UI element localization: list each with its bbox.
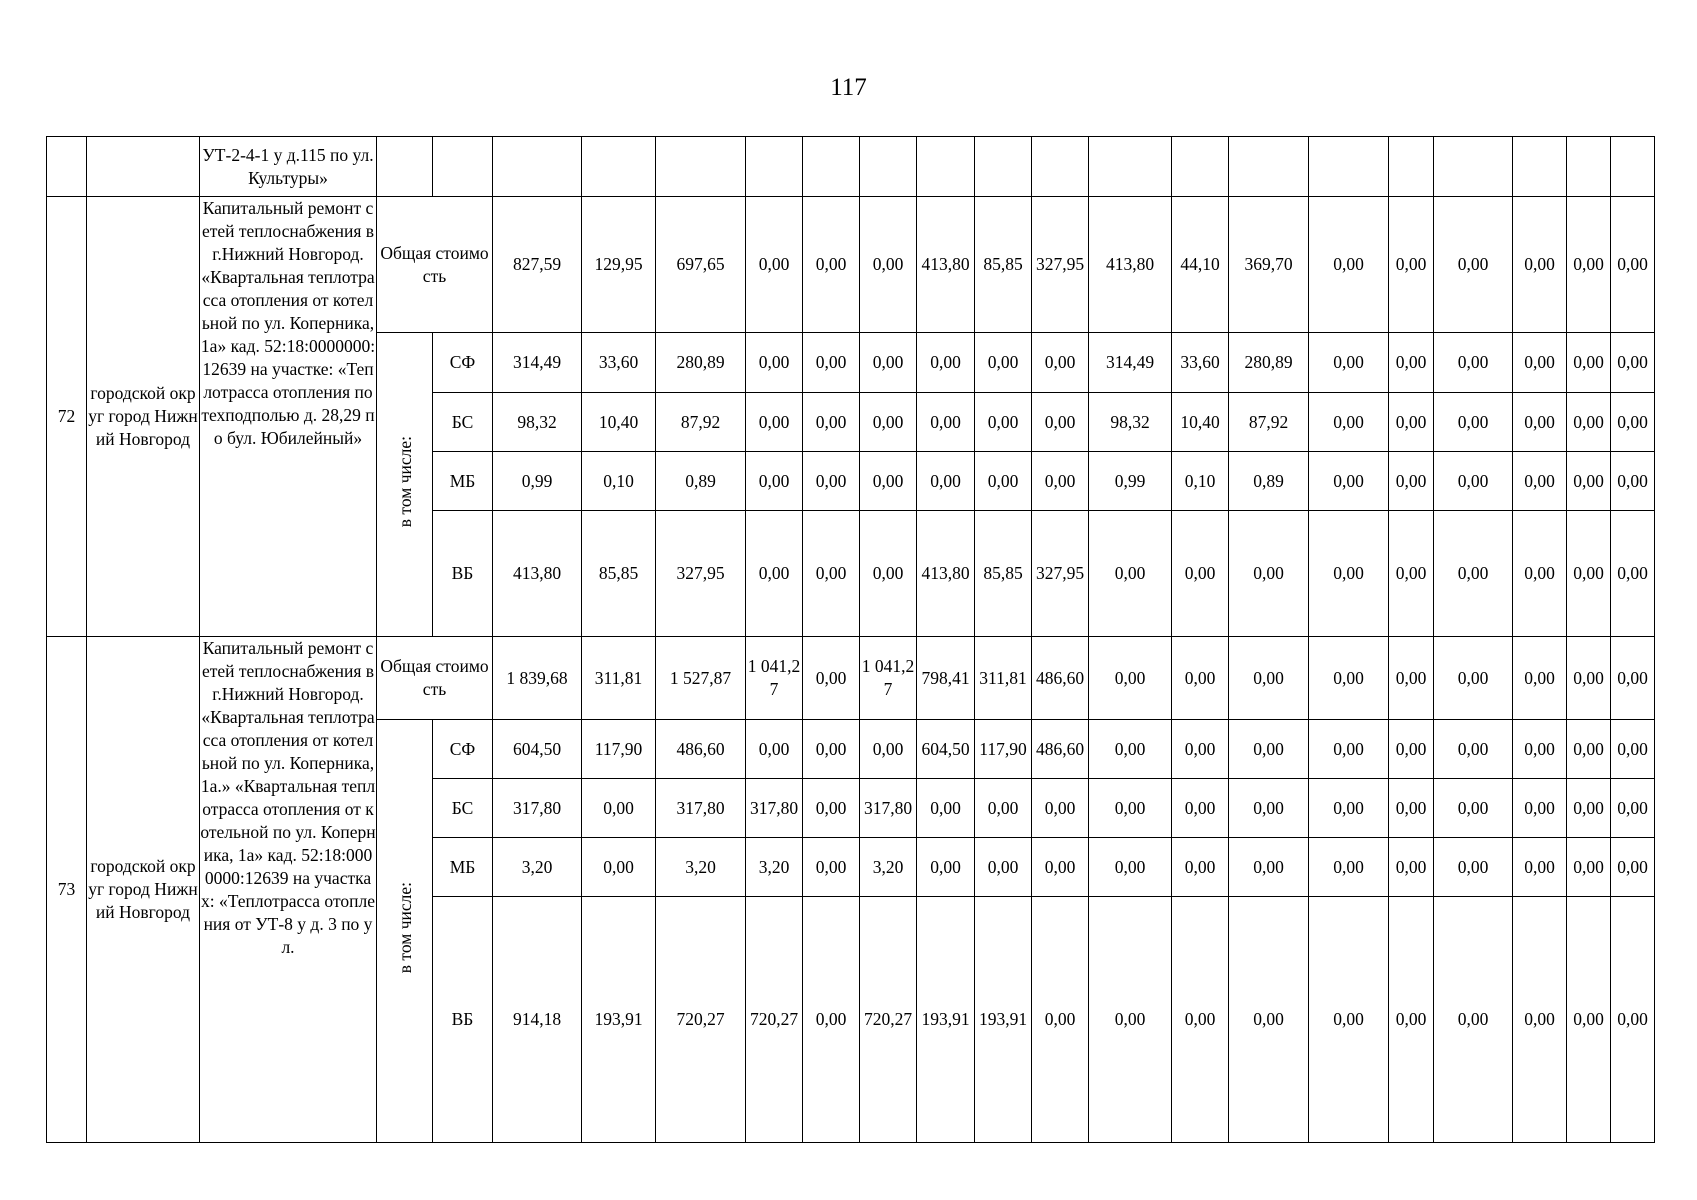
value-cell: 117,90 (582, 720, 656, 779)
value-cell: 0,99 (1089, 452, 1172, 511)
cell (746, 137, 803, 197)
value-cell: 914,18 (493, 897, 582, 1143)
value-cell: 0,00 (1032, 897, 1089, 1143)
value-cell: 317,80 (746, 779, 803, 838)
value-cell: 0,00 (1513, 779, 1567, 838)
value-cell: 413,80 (493, 511, 582, 637)
value-cell: 0,00 (1611, 637, 1655, 720)
value-cell: 0,00 (975, 838, 1032, 897)
cell (1513, 137, 1567, 197)
value-cell: 0,00 (860, 333, 917, 393)
value-cell: 0,00 (1172, 511, 1229, 637)
value-cell: 98,32 (493, 393, 582, 452)
value-cell: 0,10 (582, 452, 656, 511)
total-cost-label: Общая стоимость (377, 637, 493, 720)
value-cell: 0,00 (1434, 333, 1513, 393)
value-cell: 0,00 (1089, 838, 1172, 897)
value-cell: 0,00 (1089, 511, 1172, 637)
value-cell: 0,00 (803, 197, 860, 333)
value-cell: 311,81 (582, 637, 656, 720)
value-cell: 0,00 (1567, 637, 1611, 720)
value-cell: 604,50 (917, 720, 975, 779)
value-cell: 0,00 (1567, 452, 1611, 511)
including-label-text: в том числе: (394, 882, 415, 974)
value-cell: 720,27 (656, 897, 746, 1143)
value-cell: 0,00 (1229, 779, 1309, 838)
value-cell: 0,00 (1089, 897, 1172, 1143)
cell (1434, 137, 1513, 197)
funding-source: ВБ (433, 511, 493, 637)
cell (377, 137, 433, 197)
value-cell: 1 041,27 (746, 637, 803, 720)
value-cell: 0,00 (746, 511, 803, 637)
value-cell: 0,00 (1434, 779, 1513, 838)
cell (656, 137, 746, 197)
value-cell: 0,00 (1611, 720, 1655, 779)
value-cell: 0,10 (1172, 452, 1229, 511)
value-cell: 0,00 (1172, 779, 1229, 838)
value-cell: 10,40 (1172, 393, 1229, 452)
cell (917, 137, 975, 197)
value-cell: 0,00 (1389, 838, 1434, 897)
value-cell: 0,00 (1434, 897, 1513, 1143)
value-cell: 85,85 (582, 511, 656, 637)
value-cell: 0,00 (1389, 637, 1434, 720)
value-cell: 0,00 (803, 452, 860, 511)
value-cell: 798,41 (917, 637, 975, 720)
value-cell: 0,00 (1309, 511, 1389, 637)
value-cell: 0,00 (1389, 897, 1434, 1143)
cell (1611, 137, 1655, 197)
value-cell: 0,00 (1389, 511, 1434, 637)
value-cell: 0,00 (1434, 393, 1513, 452)
value-cell: 827,59 (493, 197, 582, 333)
cell (582, 137, 656, 197)
total-cost-label: Общая стоимость (377, 197, 493, 333)
municipality: городской округ город Нижний Новгород (87, 197, 200, 637)
value-cell: 0,00 (803, 333, 860, 393)
value-cell: 0,00 (860, 197, 917, 333)
value-cell: 720,27 (860, 897, 917, 1143)
value-cell: 0,00 (803, 393, 860, 452)
value-cell: 697,65 (656, 197, 746, 333)
cell (87, 137, 200, 197)
value-cell: 0,00 (975, 333, 1032, 393)
value-cell: 314,49 (1089, 333, 1172, 393)
value-cell: 0,00 (1309, 333, 1389, 393)
funding-source: СФ (433, 720, 493, 779)
value-cell: 0,00 (1172, 637, 1229, 720)
value-cell: 314,49 (493, 333, 582, 393)
value-cell: 0,00 (1513, 197, 1567, 333)
value-cell: 0,00 (1611, 779, 1655, 838)
value-cell: 0,00 (1309, 452, 1389, 511)
record-total-row (47, 197, 1655, 333)
record-number: 72 (47, 197, 87, 637)
value-cell: 0,00 (1172, 897, 1229, 1143)
value-cell: 193,91 (582, 897, 656, 1143)
value-cell: 0,00 (746, 197, 803, 333)
value-cell: 0,00 (1611, 838, 1655, 897)
funding-source: ВБ (433, 897, 493, 1143)
value-cell: 317,80 (493, 779, 582, 838)
municipality: городской округ город Нижний Новгород (87, 637, 200, 1143)
continued-row (47, 137, 1655, 197)
cell (1032, 137, 1089, 197)
value-cell: 193,91 (975, 897, 1032, 1143)
value-cell: 33,60 (582, 333, 656, 393)
value-cell: 0,00 (1513, 838, 1567, 897)
value-cell: 0,00 (1309, 838, 1389, 897)
value-cell: 0,00 (1513, 897, 1567, 1143)
value-cell: 3,20 (860, 838, 917, 897)
value-cell: 0,00 (746, 333, 803, 393)
value-cell: 0,00 (1172, 720, 1229, 779)
value-cell: 0,00 (975, 452, 1032, 511)
value-cell: 0,00 (1389, 333, 1434, 393)
value-cell: 85,85 (975, 197, 1032, 333)
value-cell: 33,60 (1172, 333, 1229, 393)
value-cell: 413,80 (1089, 197, 1172, 333)
value-cell: 0,00 (917, 393, 975, 452)
value-cell: 0,00 (1309, 897, 1389, 1143)
value-cell: 327,95 (1032, 197, 1089, 333)
record-number: 73 (47, 637, 87, 1143)
value-cell: 0,00 (1567, 897, 1611, 1143)
cell (1389, 137, 1434, 197)
value-cell: 0,00 (1309, 197, 1389, 333)
cell (1089, 137, 1172, 197)
cell (47, 137, 87, 197)
object-name-tail: УТ-2-4-1 у д.115 по ул. Культуры» (200, 137, 377, 197)
value-cell: 0,00 (582, 779, 656, 838)
value-cell: 0,00 (1229, 511, 1309, 637)
value-cell: 0,00 (917, 333, 975, 393)
value-cell: 0,00 (1567, 779, 1611, 838)
value-cell: 0,00 (1567, 393, 1611, 452)
value-cell: 280,89 (1229, 333, 1309, 393)
value-cell: 413,80 (917, 511, 975, 637)
value-cell: 87,92 (656, 393, 746, 452)
value-cell: 0,00 (917, 779, 975, 838)
value-cell: 0,00 (1089, 637, 1172, 720)
value-cell: 0,00 (1032, 452, 1089, 511)
value-cell: 0,00 (1513, 720, 1567, 779)
value-cell: 193,91 (917, 897, 975, 1143)
object-name: Капитальный ремонт сетей теплоснабжения в г.Нижний Новгород. «Квартальная теплотрасса отопления от котельной по ул. Коперника, 1а» кад. 52:18:0000000:12639 на участке: «Теплотрасса отопления по техподполью д. 28,29 по бул. Юбилейный» (200, 197, 377, 637)
funding-source: БС (433, 779, 493, 838)
value-cell: 0,00 (1513, 637, 1567, 720)
value-cell: 0,00 (1172, 838, 1229, 897)
value-cell: 0,00 (1434, 838, 1513, 897)
funding-source: МБ (433, 838, 493, 897)
including-label-text: в том числе: (394, 435, 415, 528)
value-cell: 85,85 (975, 511, 1032, 637)
value-cell: 0,00 (582, 838, 656, 897)
value-cell: 1 041,27 (860, 637, 917, 720)
value-cell: 0,00 (1513, 511, 1567, 637)
value-cell: 87,92 (1229, 393, 1309, 452)
value-cell: 317,80 (656, 779, 746, 838)
value-cell: 0,00 (1309, 393, 1389, 452)
value-cell: 0,00 (1389, 452, 1434, 511)
value-cell: 3,20 (493, 838, 582, 897)
value-cell: 0,00 (1434, 511, 1513, 637)
value-cell: 0,00 (1611, 897, 1655, 1143)
value-cell: 0,00 (917, 838, 975, 897)
cell (493, 137, 582, 197)
value-cell: 129,95 (582, 197, 656, 333)
value-cell: 0,00 (1389, 393, 1434, 452)
including-label (377, 333, 433, 637)
value-cell: 0,89 (656, 452, 746, 511)
value-cell: 10,40 (582, 393, 656, 452)
value-cell: 486,60 (656, 720, 746, 779)
value-cell: 0,00 (1229, 720, 1309, 779)
value-cell: 0,00 (975, 393, 1032, 452)
value-cell: 117,90 (975, 720, 1032, 779)
value-cell: 0,00 (1567, 511, 1611, 637)
value-cell: 0,00 (1567, 197, 1611, 333)
value-cell: 0,99 (493, 452, 582, 511)
value-cell: 0,00 (1089, 720, 1172, 779)
value-cell: 486,60 (1032, 637, 1089, 720)
funding-source: СФ (433, 333, 493, 393)
value-cell: 0,00 (1229, 897, 1309, 1143)
value-cell: 0,00 (1309, 779, 1389, 838)
value-cell: 0,00 (1032, 333, 1089, 393)
value-cell: 0,00 (1513, 452, 1567, 511)
value-cell: 0,00 (746, 452, 803, 511)
value-cell: 720,27 (746, 897, 803, 1143)
value-cell: 0,00 (1611, 333, 1655, 393)
value-cell: 0,00 (1611, 511, 1655, 637)
value-cell: 1 839,68 (493, 637, 582, 720)
value-cell: 0,00 (1434, 452, 1513, 511)
cell (433, 137, 493, 197)
value-cell: 1 527,87 (656, 637, 746, 720)
value-cell: 0,00 (1513, 333, 1567, 393)
funding-source: БС (433, 393, 493, 452)
value-cell: 317,80 (860, 779, 917, 838)
value-cell: 0,00 (803, 637, 860, 720)
cell (1567, 137, 1611, 197)
cell (1309, 137, 1389, 197)
value-cell: 0,00 (1229, 637, 1309, 720)
value-cell: 3,20 (746, 838, 803, 897)
including-label (377, 720, 433, 1143)
value-cell: 0,00 (860, 393, 917, 452)
value-cell: 0,00 (917, 452, 975, 511)
value-cell: 0,00 (803, 779, 860, 838)
value-cell: 0,00 (1611, 393, 1655, 452)
value-cell: 486,60 (1032, 720, 1089, 779)
value-cell: 311,81 (975, 637, 1032, 720)
value-cell: 604,50 (493, 720, 582, 779)
value-cell: 98,32 (1089, 393, 1172, 452)
page-number: 117 (830, 74, 867, 101)
value-cell: 0,00 (1032, 838, 1089, 897)
value-cell: 0,00 (860, 452, 917, 511)
budget-table (46, 136, 1655, 1143)
value-cell: 0,00 (975, 779, 1032, 838)
value-cell: 0,89 (1229, 452, 1309, 511)
cell (975, 137, 1032, 197)
value-cell: 44,10 (1172, 197, 1229, 333)
value-cell: 0,00 (1513, 393, 1567, 452)
value-cell: 0,00 (746, 720, 803, 779)
cell (860, 137, 917, 197)
value-cell: 0,00 (1032, 393, 1089, 452)
value-cell: 3,20 (656, 838, 746, 897)
value-cell: 0,00 (1611, 452, 1655, 511)
funding-source: МБ (433, 452, 493, 511)
value-cell: 0,00 (1434, 637, 1513, 720)
value-cell: 0,00 (1434, 720, 1513, 779)
value-cell: 0,00 (860, 511, 917, 637)
value-cell: 0,00 (1567, 333, 1611, 393)
value-cell: 0,00 (1309, 637, 1389, 720)
value-cell: 0,00 (746, 393, 803, 452)
value-cell: 413,80 (917, 197, 975, 333)
value-cell: 0,00 (803, 897, 860, 1143)
value-cell: 0,00 (1611, 197, 1655, 333)
value-cell: 0,00 (1389, 720, 1434, 779)
cell (1229, 137, 1309, 197)
value-cell: 0,00 (1567, 838, 1611, 897)
value-cell: 0,00 (1089, 779, 1172, 838)
value-cell: 369,70 (1229, 197, 1309, 333)
value-cell: 0,00 (1389, 197, 1434, 333)
value-cell: 0,00 (1567, 720, 1611, 779)
object-name: Капитальный ремонт сетей теплоснабжения в г.Нижний Новгород. «Квартальная теплотрасса отопления от котельной по ул. Коперника, 1а.» «Квартальная теплотрасса отопления от котельной по ул. Коперника, 1а» кад. 52:18:0000000:12639 на участках: «Теплотрасса отопления от УТ-8 у д. 3 по ул. (200, 637, 377, 1143)
value-cell: 0,00 (860, 720, 917, 779)
value-cell: 0,00 (803, 838, 860, 897)
value-cell: 0,00 (1032, 779, 1089, 838)
value-cell: 0,00 (803, 511, 860, 637)
value-cell: 0,00 (1229, 838, 1309, 897)
cell (1172, 137, 1229, 197)
value-cell: 327,95 (1032, 511, 1089, 637)
record-total-row (47, 637, 1655, 720)
value-cell: 0,00 (1389, 779, 1434, 838)
value-cell: 0,00 (803, 720, 860, 779)
value-cell: 0,00 (1309, 720, 1389, 779)
value-cell: 0,00 (1434, 197, 1513, 333)
cell (803, 137, 860, 197)
value-cell: 280,89 (656, 333, 746, 393)
value-cell: 327,95 (656, 511, 746, 637)
